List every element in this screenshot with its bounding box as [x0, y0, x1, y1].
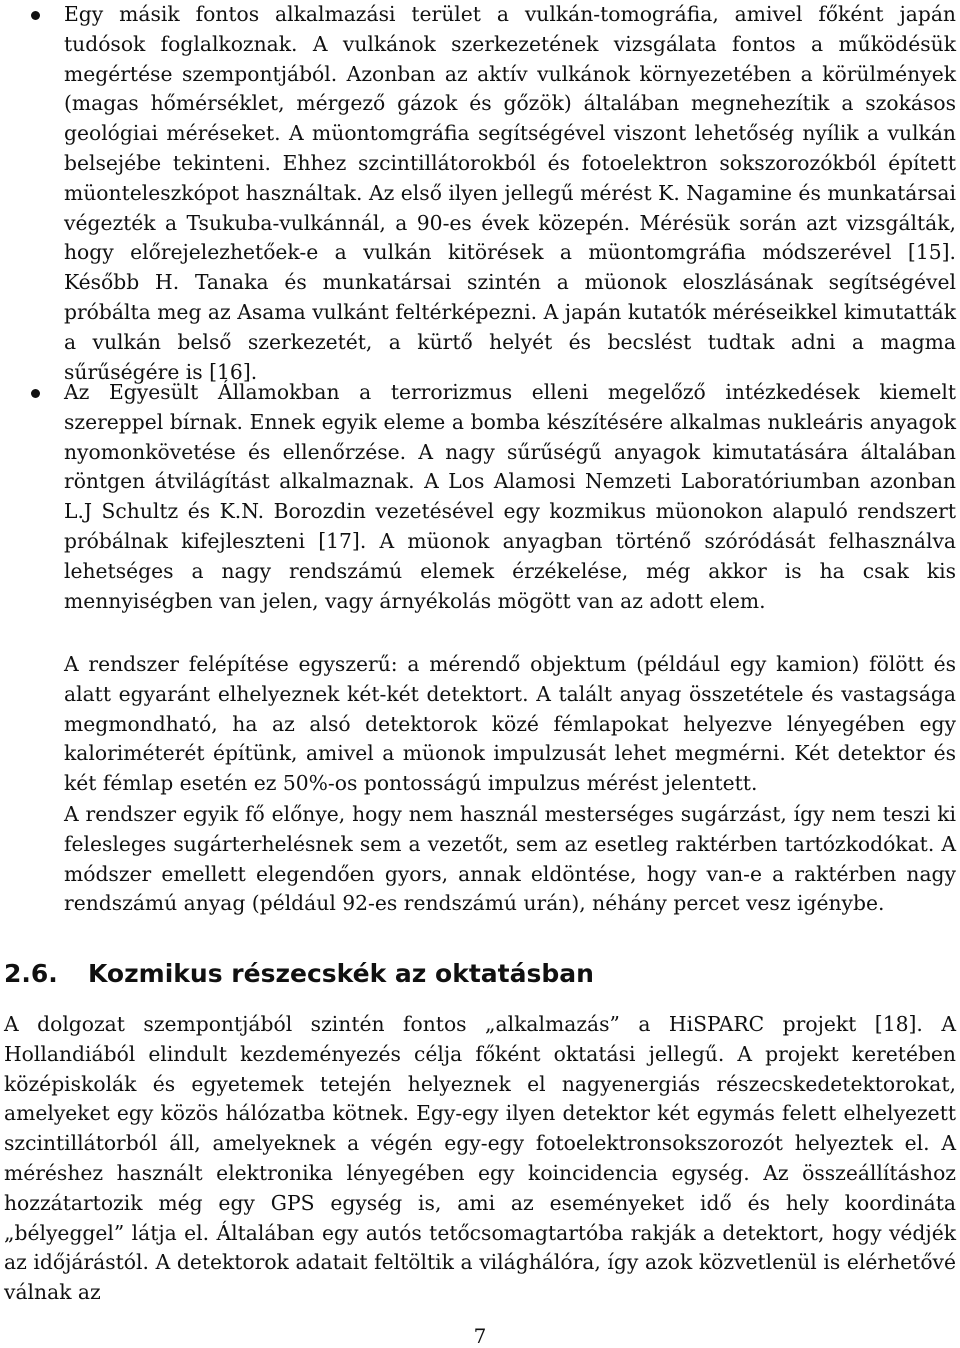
section-heading — [4, 958, 594, 990]
bullet-icon — [31, 389, 40, 398]
paragraph-system-advantage: A rendszer egyik fő előnye, hogy nem használ mesterséges sugárzást, így nem teszi ki felesleges sugárterhelésnek sem a vezetőt, sem az esetleg raktérben tartózkodókat. A módszer emellett elegendően gyors, annak eldöntése, hogy van-e a raktérben nagy rendszámú anyag (például 92-es rendszámú urán), néhány percet vesz igénybe. — [64, 802, 956, 916]
section-title: Kozmikus részecskék az oktatásban — [88, 959, 594, 988]
bullet-icon — [31, 11, 40, 20]
bullet-text: Az Egyesült Államokban a terrorizmus elleni megelőző intézkedések kiemelt szereppel bírnak. Ennek egyik eleme a bomba készítésére alkalmas nukleáris anyagok nyomonkövetése és ellenőrzése. A nagy sűrűségű anyagok kimutatására általában röntgen átvilágítást alkalmaznak. A Los Alamosi Nemzeti Laboratóriumban azonban L.J Schultz és K.N. Borozdin vezetésével egy kozmikus müonokon alapuló rendszert próbálnak kifejleszteni [17]. A müonok anyagban történő szóródását felhasználva lehetséges a nagy rendszámú elemek érzékelése, még akkor is ha csak kis mennyiségben van jelen, vagy árnyékolás mögött van az adott elem. — [64, 380, 956, 613]
bullet-item-nuclear-detection — [64, 378, 956, 616]
section-paragraph: A dolgozat szempontjából szintén fontos „alkalmazás” a HiSPARC projekt [18]. A Hollandiából elindult kezdeményezés célja főként oktatási jellegű. A projekt keretében középiskolák és egyetemek tetején helyeznek el nagyenergiás részecskedetektorokat, amelyeket egy közös hálózatba kötnek. Egy-egy ilyen detektor két egymás felett elhelyezett szcintillátorból áll, amelyeknek a végén egy-egy fotoelektronsokszorozót helyeztek el. A méréshez használt elektronika lényegében egy koincidencia egység. Az összeállításhoz hozzátartozik még egy GPS egység is, ami az eseményeket idő és hely koordináta „bélyeggel” látja el. Általában egy autós tetőcsomagtartóba rakják a detektort, hogy védjék az időjárástól. A detektorok adatait feltöltik a világhálóra, így azok közvetlenül is elérhetővé válnak az — [4, 1012, 956, 1305]
paragraph-system-setup: A rendszer felépítése egyszerű: a mérendő objektum (például egy kamion) fölött és alatt egyaránt elhelyeznek két-két detektort. A talált anyag összetétele és vastagsága megmondható, ha az alsó detektorok közé fémlapokat helyezve lényegében egy kaloriméterét építünk, amivel a müonok impulzusát lehet megmérni. Két detektor és két fémlap esetén ez 50%-os pontosságú impulzus mérést jelentett. — [64, 652, 956, 796]
bullet-text: Egy másik fontos alkalmazási terület a vulkán-tomográfia, amivel főként japán tudósok foglalkoznak. A vulkánok szerkezetének vizsgálata fontos a működésük megértése szempontjából. Azonban az aktív vulkánok környezetében a körülmények (magas hőmérséklet, mérgező gázok és gőzök) általában megnehezítik a szokásos geológiai méréseket. A müontomgráfia segítségével viszont lehetőség nyílik a vulkán belsejébe tekinteni. Ehhez szcintillátorokból és fotoelektron sokszorozókból épített müonteleszkópot használtak. Az első ilyen jellegű mérést K. Nagamine és munkatársai végezték a Tsukuba-vulkánnál, a 90-es évek közepén. Mérésük során azt vizsgálták, hogy előrejelezhetőek-e a vulkán kitörések a müontomgráfia módszerével [15]. Később H. Tanaka és munkatársai szintén a müonok eloszlásának segítségével próbálta meg az Asama vulkánt feltérképezni. A japán kutatók méréseikkel kimutatták a vulkán belső szerkezetét, a kürtő helyét és becslést tudtak adni a magma sűrűségére is [16]. — [64, 2, 956, 384]
bullet-item-volcano-tomography — [64, 0, 956, 387]
section-number: 2.6. — [4, 959, 58, 988]
page-number: 7 — [473, 1324, 487, 1348]
